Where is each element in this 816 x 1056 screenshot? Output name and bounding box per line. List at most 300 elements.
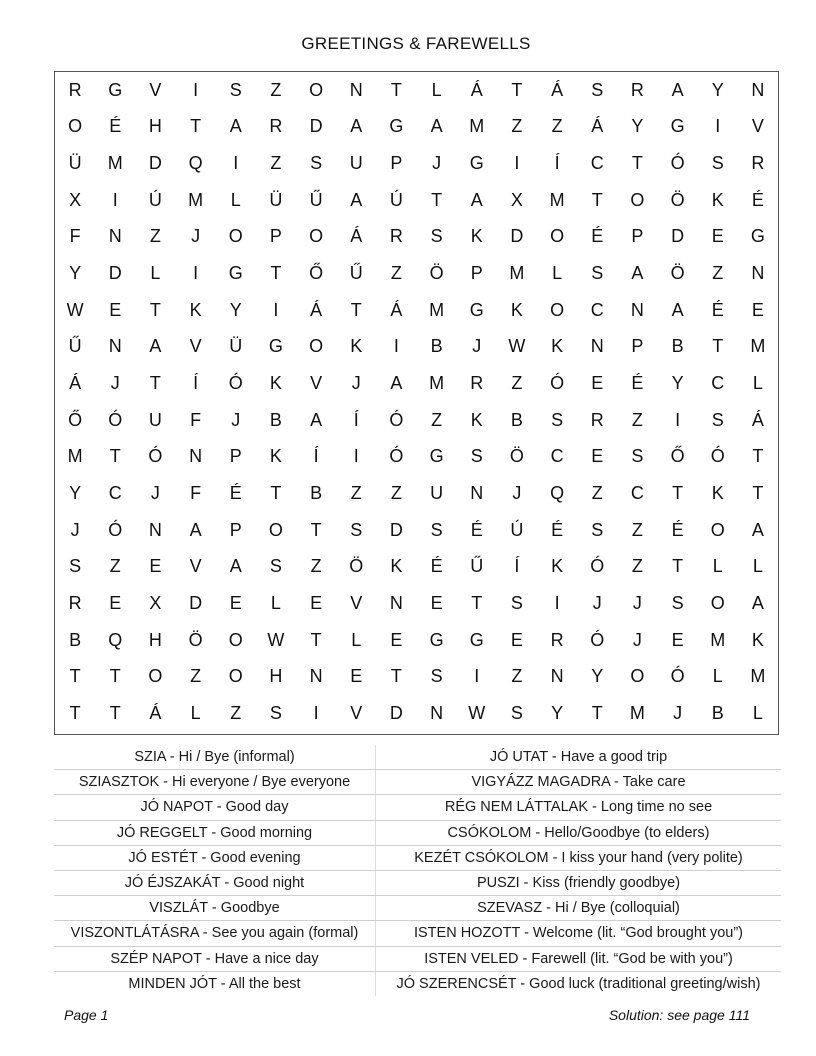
grid-cell: S	[510, 593, 523, 614]
grid-cell: E	[350, 666, 363, 687]
grid-cell: Á	[470, 79, 483, 100]
grid-cell: S	[631, 446, 644, 467]
grid-cell: K	[470, 226, 483, 247]
grid-cell: Z	[631, 556, 643, 577]
grid-cell: Q	[188, 153, 203, 174]
grid-cell: J	[150, 483, 160, 504]
grid-cell: K	[470, 409, 483, 430]
grid-cell: Ű	[349, 263, 363, 284]
grid-cell: Ó	[148, 446, 163, 467]
grid-cell: A	[229, 556, 242, 577]
grid-cell: D	[108, 263, 122, 284]
grid-cell: M	[710, 629, 726, 650]
grid-cell: S	[711, 409, 724, 430]
grid-cell: É	[631, 373, 644, 394]
grid-cell: C	[590, 299, 604, 320]
grid-cell: Ő	[309, 263, 324, 284]
grid-cell: Í	[313, 446, 319, 467]
solution-reference: Solution: see page 111	[608, 1007, 750, 1023]
grid-cell: O	[268, 519, 283, 540]
grid-cell: Ü	[229, 336, 243, 357]
grid-cell: T	[270, 483, 282, 504]
grid-cell: Ó	[550, 373, 565, 394]
grid-cell: Ó	[108, 409, 123, 430]
grid-cell: Z	[712, 263, 724, 284]
grid-cell: E	[751, 299, 764, 320]
grid-cell: X	[510, 189, 523, 210]
grid-cell: Z	[270, 153, 282, 174]
grid-cell: A	[671, 299, 684, 320]
grid-cell: Á	[149, 703, 162, 724]
grid-cell: N	[751, 79, 765, 100]
grid-cell: J	[231, 409, 241, 430]
grid-cell: Ű	[309, 189, 323, 210]
grid-cell: G	[469, 299, 484, 320]
word-list-table	[54, 745, 781, 996]
word-list-row	[54, 820, 781, 845]
grid-cell: R	[630, 79, 644, 100]
grid-cell: É	[229, 483, 242, 504]
grid-cell: É	[591, 226, 604, 247]
word-list-item: MINDEN JÓT - All the best	[54, 971, 376, 996]
word-search-grid	[55, 72, 778, 734]
grid-cell: E	[310, 593, 323, 614]
grid-cell: P	[631, 336, 644, 357]
grid-cell: J	[632, 629, 642, 650]
grid-cell: A	[430, 116, 443, 137]
grid-cell: D	[389, 519, 403, 540]
grid-cell: K	[189, 299, 202, 320]
grid-cell: S	[430, 519, 443, 540]
grid-cell: B	[510, 409, 523, 430]
grid-cell: Á	[591, 116, 604, 137]
grid-cell: P	[269, 226, 282, 247]
grid-cell: G	[389, 116, 404, 137]
grid-cell: Z	[511, 666, 523, 687]
grid-cell: Ő	[670, 446, 685, 467]
grid-cell: O	[710, 519, 725, 540]
grid-cell: O	[550, 226, 565, 247]
grid-cell: E	[430, 593, 443, 614]
grid-cell: Y	[711, 79, 724, 100]
grid-cell: F	[190, 409, 202, 430]
word-list-item: SZÉP NAPOT - Have a nice day	[54, 946, 376, 971]
grid-cell: Á	[69, 373, 82, 394]
word-list-row	[54, 795, 781, 820]
grid-cell: Á	[551, 79, 564, 100]
word-list-item: JÓ ÉJSZAKÁT - Good night	[54, 870, 376, 895]
grid-cell: Ú	[510, 519, 524, 540]
grid-cell: I	[554, 593, 560, 614]
word-search-grid-frame	[54, 71, 779, 735]
grid-cell: R	[550, 629, 564, 650]
grid-cell: Ó	[590, 556, 605, 577]
grid-cell: E	[510, 629, 523, 650]
grid-cell: S	[350, 519, 363, 540]
grid-cell: T	[591, 189, 603, 210]
grid-cell: K	[711, 483, 724, 504]
grid-cell: J	[351, 373, 361, 394]
grid-cell: T	[109, 666, 121, 687]
word-list-item: RÉG NEM LÁTTALAK - Long time no see	[376, 795, 782, 820]
grid-cell: S	[310, 153, 323, 174]
grid-cell: W	[468, 703, 486, 724]
grid-cell: I	[313, 703, 319, 724]
page-number: Page 1	[64, 1007, 109, 1023]
grid-cell: G	[108, 79, 123, 100]
grid-cell: Ö	[670, 189, 685, 210]
grid-cell: C	[590, 153, 604, 174]
grid-cell: Ó	[670, 153, 685, 174]
grid-cell: É	[551, 519, 564, 540]
grid-cell: A	[189, 519, 202, 540]
grid-cell: A	[149, 336, 162, 357]
grid-cell: Z	[511, 116, 523, 137]
grid-cell: Z	[431, 409, 443, 430]
grid-cell: N	[108, 336, 122, 357]
grid-cell: E	[229, 593, 242, 614]
grid-cell: Í	[353, 409, 359, 430]
grid-cell: Í	[514, 556, 520, 577]
word-list-item: JÓ ESTÉT - Good evening	[54, 845, 376, 870]
grid-cell: R	[269, 116, 283, 137]
word-list-row	[54, 770, 781, 795]
grid-cell: D	[671, 226, 685, 247]
grid-cell: E	[711, 226, 724, 247]
grid-cell: S	[69, 556, 82, 577]
grid-cell: E	[390, 629, 403, 650]
grid-cell: I	[353, 446, 359, 467]
word-list-item: JÓ NAPOT - Good day	[54, 795, 376, 820]
grid-cell: T	[631, 153, 643, 174]
grid-cell: N	[470, 483, 484, 504]
grid-cell: O	[550, 299, 565, 320]
grid-cell: A	[350, 189, 363, 210]
grid-cell: O	[228, 629, 243, 650]
word-list-item: KEZÉT CSÓKOLOM - I kiss your hand (very polite)	[376, 845, 782, 870]
grid-cell: S	[470, 446, 483, 467]
grid-cell: R	[470, 373, 484, 394]
grid-cell: V	[350, 593, 363, 614]
word-list-row	[54, 946, 781, 971]
grid-cell: N	[148, 519, 162, 540]
grid-cell: J	[191, 226, 201, 247]
grid-cell: S	[269, 556, 282, 577]
grid-cell: T	[270, 263, 282, 284]
grid-cell: T	[712, 336, 724, 357]
grid-cell: L	[712, 556, 723, 577]
grid-cell: A	[671, 79, 684, 100]
grid-cell: A	[350, 116, 363, 137]
grid-cell: S	[591, 263, 604, 284]
grid-cell: L	[270, 593, 281, 614]
grid-cell: Ó	[389, 409, 404, 430]
word-list-item: JÓ UTAT - Have a good trip	[376, 745, 782, 770]
grid-cell: C	[108, 483, 122, 504]
word-list-item: SZIA - Hi / Bye (informal)	[54, 745, 376, 770]
grid-cell: Ó	[389, 446, 404, 467]
grid-cell: Ü	[269, 189, 283, 210]
grid-cell: A	[390, 373, 403, 394]
grid-cell: B	[711, 703, 724, 724]
grid-cell: M	[549, 189, 565, 210]
grid-cell: N	[590, 336, 604, 357]
grid-cell: T	[471, 593, 483, 614]
word-list-item: VISZONTLÁTÁSRA - See you again (formal)	[54, 921, 376, 946]
grid-cell: J	[632, 593, 642, 614]
grid-cell: O	[630, 666, 645, 687]
grid-cell: G	[429, 446, 444, 467]
grid-cell: K	[269, 446, 282, 467]
grid-cell: Y	[671, 373, 684, 394]
grid-cell: P	[470, 263, 483, 284]
grid-cell: Y	[229, 299, 242, 320]
grid-cell: Á	[350, 226, 363, 247]
grid-cell: N	[430, 703, 444, 724]
grid-cell: Ó	[710, 446, 725, 467]
grid-cell: X	[149, 593, 162, 614]
grid-cell: Á	[390, 299, 403, 320]
grid-cell: K	[350, 336, 363, 357]
grid-cell: I	[233, 153, 239, 174]
grid-cell: P	[229, 446, 242, 467]
grid-cell: A	[310, 409, 323, 430]
grid-cell: T	[149, 299, 161, 320]
grid-cell: K	[751, 629, 764, 650]
grid-cell: T	[752, 483, 764, 504]
grid-cell: O	[309, 226, 324, 247]
grid-cell: U	[349, 153, 363, 174]
grid-cell: G	[268, 336, 283, 357]
grid-cell: G	[469, 629, 484, 650]
grid-cell: M	[429, 299, 445, 320]
grid-cell: Ő	[68, 409, 83, 430]
grid-cell: B	[671, 336, 684, 357]
grid-cell: L	[752, 373, 763, 394]
grid-cell: Y	[69, 263, 82, 284]
grid-cell: J	[673, 703, 683, 724]
grid-cell: L	[752, 556, 763, 577]
word-list-row	[54, 870, 781, 895]
grid-cell: O	[148, 666, 163, 687]
word-list-item: CSÓKOLOM - Hello/Goodbye (to elders)	[376, 820, 782, 845]
grid-cell: D	[389, 703, 403, 724]
grid-cell: E	[109, 593, 122, 614]
grid-cell: T	[69, 666, 81, 687]
grid-cell: F	[69, 226, 81, 247]
grid-cell: Y	[69, 483, 82, 504]
grid-cell: O	[309, 79, 324, 100]
grid-cell: A	[631, 263, 644, 284]
grid-cell: O	[309, 336, 324, 357]
grid-cell: P	[390, 153, 403, 174]
grid-cell: K	[551, 336, 564, 357]
grid-cell: Ű	[470, 556, 484, 577]
grid-cell: Z	[350, 483, 362, 504]
grid-cell: D	[510, 226, 524, 247]
grid-cell: M	[188, 189, 204, 210]
grid-cell: Z	[310, 556, 322, 577]
grid-cell: T	[109, 446, 121, 467]
grid-cell: K	[711, 189, 724, 210]
grid-cell: Ú	[148, 189, 162, 210]
grid-cell: N	[630, 299, 644, 320]
grid-cell: A	[470, 189, 483, 210]
word-list-item: ISTEN HOZOTT - Welcome (lit. “God brought you”)	[376, 921, 782, 946]
grid-cell: T	[752, 446, 764, 467]
grid-cell: T	[511, 79, 523, 100]
grid-cell: Z	[511, 373, 523, 394]
grid-cell: L	[230, 189, 241, 210]
grid-cell: L	[190, 703, 201, 724]
grid-cell: K	[269, 373, 282, 394]
grid-cell: Y	[551, 703, 564, 724]
grid-cell: O	[630, 189, 645, 210]
grid-cell: W	[267, 629, 285, 650]
grid-cell: Ö	[670, 263, 685, 284]
grid-cell: S	[430, 226, 443, 247]
grid-cell: G	[429, 629, 444, 650]
word-list-item: PUSZI - Kiss (friendly goodbye)	[376, 870, 782, 895]
grid-cell: L	[431, 79, 442, 100]
grid-cell: J	[512, 483, 522, 504]
grid-cell: L	[752, 703, 763, 724]
grid-cell: P	[631, 226, 644, 247]
grid-cell: O	[228, 666, 243, 687]
word-list-row	[54, 921, 781, 946]
grid-cell: M	[469, 116, 485, 137]
grid-cell: T	[390, 79, 402, 100]
grid-cell: D	[148, 153, 162, 174]
grid-cell: M	[629, 703, 645, 724]
grid-cell: Z	[551, 116, 563, 137]
grid-cell: E	[591, 446, 604, 467]
grid-cell: J	[432, 153, 442, 174]
grid-cell: L	[712, 666, 723, 687]
grid-cell: E	[671, 629, 684, 650]
grid-cell: T	[310, 519, 322, 540]
grid-cell: B	[69, 629, 82, 650]
grid-cell: Z	[591, 483, 603, 504]
grid-cell: G	[750, 226, 765, 247]
page-title: GREETINGS & FAREWELLS	[301, 34, 531, 53]
grid-cell: M	[429, 373, 445, 394]
grid-cell: Ö	[429, 263, 444, 284]
grid-cell: J	[472, 336, 482, 357]
grid-cell: T	[149, 373, 161, 394]
grid-cell: É	[711, 299, 724, 320]
grid-cell: Z	[390, 263, 402, 284]
grid-cell: U	[430, 483, 444, 504]
grid-cell: I	[514, 153, 520, 174]
word-list-row	[54, 896, 781, 921]
grid-cell: I	[393, 336, 399, 357]
word-list-item: VIGYÁZZ MAGADRA - Take care	[376, 770, 782, 795]
grid-cell: Í	[554, 153, 560, 174]
grid-cell: B	[269, 409, 282, 430]
grid-cell: I	[193, 263, 199, 284]
grid-cell: Q	[550, 483, 565, 504]
grid-cell: N	[189, 446, 203, 467]
grid-cell: O	[68, 116, 83, 137]
grid-cell: S	[671, 593, 684, 614]
grid-cell: W	[66, 299, 84, 320]
grid-cell: Z	[390, 483, 402, 504]
grid-cell: S	[269, 703, 282, 724]
grid-cell: É	[430, 556, 443, 577]
word-list-item: SZIASZTOK - Hi everyone / Bye everyone	[54, 770, 376, 795]
grid-cell: E	[149, 556, 162, 577]
grid-cell: É	[671, 519, 684, 540]
grid-cell: T	[69, 703, 81, 724]
grid-cell: B	[430, 336, 443, 357]
grid-cell: E	[591, 373, 604, 394]
grid-cell: Ű	[68, 336, 82, 357]
grid-cell: M	[107, 153, 123, 174]
grid-cell: I	[273, 299, 279, 320]
grid-cell: Ó	[228, 373, 243, 394]
grid-cell: Ó	[108, 519, 123, 540]
grid-cell: T	[390, 666, 402, 687]
grid-cell: I	[715, 116, 721, 137]
grid-cell: M	[509, 263, 525, 284]
grid-cell: T	[672, 483, 684, 504]
grid-cell: I	[112, 189, 118, 210]
grid-cell: S	[510, 703, 523, 724]
grid-cell: Ó	[670, 666, 685, 687]
grid-cell: Z	[109, 556, 121, 577]
grid-cell: C	[630, 483, 644, 504]
grid-cell: Ü	[68, 153, 82, 174]
grid-cell: Y	[631, 116, 644, 137]
grid-cell: L	[552, 263, 563, 284]
grid-cell: Y	[591, 666, 604, 687]
grid-cell: V	[149, 79, 162, 100]
grid-cell: R	[590, 409, 604, 430]
grid-cell: S	[430, 666, 443, 687]
grid-cell: S	[591, 79, 604, 100]
grid-cell: S	[551, 409, 564, 430]
grid-cell: W	[508, 336, 526, 357]
word-list-item: VISZLÁT - Goodbye	[54, 896, 376, 921]
grid-cell: N	[550, 666, 564, 687]
grid-cell: É	[751, 189, 764, 210]
grid-cell: T	[190, 116, 202, 137]
grid-cell: J	[110, 373, 120, 394]
word-list-item: ISTEN VELED - Farewell (lit. “God be with you”)	[376, 946, 782, 971]
word-list-row	[54, 745, 781, 770]
grid-cell: K	[390, 556, 403, 577]
grid-cell: U	[148, 409, 162, 430]
grid-cell: S	[591, 519, 604, 540]
word-list-item: JÓ REGGELT - Good morning	[54, 820, 376, 845]
grid-cell: G	[228, 263, 243, 284]
grid-cell: A	[229, 116, 242, 137]
grid-cell: T	[310, 629, 322, 650]
grid-cell: T	[672, 556, 684, 577]
grid-cell: V	[189, 336, 202, 357]
grid-cell: K	[510, 299, 523, 320]
grid-cell: L	[150, 263, 161, 284]
grid-cell: N	[349, 79, 363, 100]
grid-cell: R	[68, 79, 82, 100]
grid-cell: K	[551, 556, 564, 577]
grid-cell: B	[310, 483, 323, 504]
grid-cell: Á	[310, 299, 323, 320]
grid-cell: X	[69, 189, 82, 210]
grid-cell: D	[189, 593, 203, 614]
grid-cell: M	[750, 336, 766, 357]
